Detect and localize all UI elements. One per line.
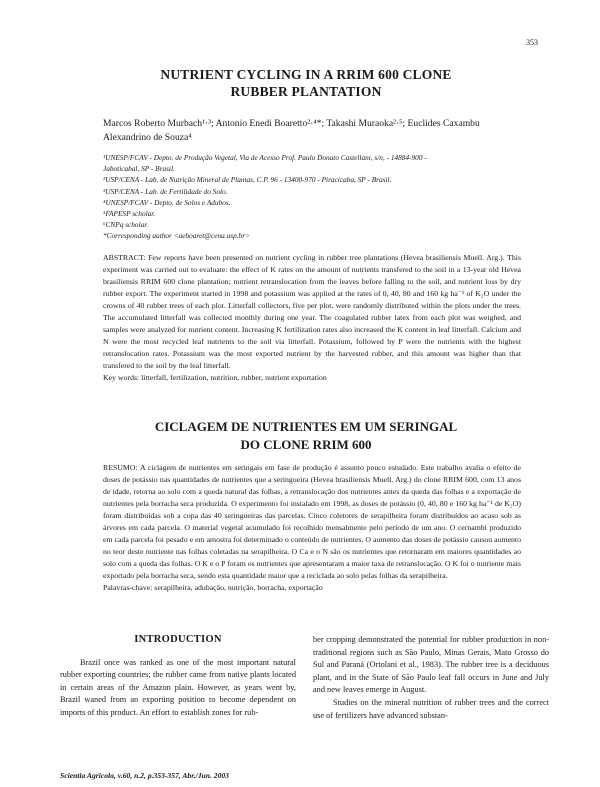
introduction-paragraph-continued: ber cropping demonstrated the potential for rubber production in non-traditional regions such as São Paulo, Minas Gerais, Mato Grosso do Sul and Paraná (Ortolani et al., 1983). The rubber tree is a deciduous plant, and in the State of São Paulo leaf fall occurs in June and July and new leaves emerge in August. bbox=[313, 635, 549, 695]
paper-title bbox=[60, 66, 552, 100]
title-line-1: NUTRIENT CYCLING IN A RRIM 600 CLONE bbox=[160, 67, 452, 82]
resumo-text: RESUMO: A ciclagem de nutrientes em seringais em fase de produção é assunto pouco estudado. Este trabalho avalia o efeito de doses de potássio nas quantidades de nutrientes que a seringueira (Hevea brasiliensis Muell. Arg.) do clone RRIM 600, com 13 anos de idade, retorna ao solo com a queda natural das folhas, a retranslocação dos nutrientes antes da queda das folhas e a exportação de nutrientes pela borracha seca produzida. O experimento foi instalado em 1998, as doses de potássio (0, 40, 80 e 160 kg ha⁻¹ de K₂O) foram distribuídas sob a copa das 40 seringueiras das parcelas. Cinco coletores de serapilheira foram distribuídos ao acaso sob as árvores em cada parcela. O material vegetal acumulado foi recolhido mensalmente pelo período de um ano. O cernambi produzido em cada parcela foi pesado e em amostra foi determinado o conteúdo de nutrientes. O aumento das doses de potássio causou aumento no teor deste nutriente nas folhas coletadas na serapilheira. O Ca e o N são os nutrientes que retornaram em maiores quantidades ao solo com a queda das folhas. O K e o P foram os nutrientes que apresentaram a maior taxa de retranslocação. O K foi o nutriente mais exportado pela borracha seca, sendo esta quantidade maior que a reciclada ao solo pelas folhas da serapilheira. bbox=[103, 463, 521, 580]
affiliation-line: ²USP/CENA - Lab. de Nutrição Mineral de Plantas, C.P. 96 - 13400-970 - Piracicaba, SP - Brasil. bbox=[103, 175, 392, 185]
affiliation-line: ⁵FAPESP scholar. bbox=[103, 209, 156, 219]
introduction-paragraph: Studies on the mineral nutrition of rubber trees and the correct use of fertilizers have advanced substan- bbox=[313, 697, 549, 720]
abstract-keywords: Key words: litterfall, fertilization, nutrition, rubber, nutrient exportation bbox=[103, 373, 327, 382]
portuguese-title-line-2: DO CLONE RRIM 600 bbox=[240, 437, 372, 452]
affiliation-line: Jaboticabal, SP - Brasil. bbox=[103, 164, 175, 174]
portuguese-title-line-1: CICLAGEM DE NUTRIENTES EM UM SERINGAL bbox=[154, 419, 458, 434]
affiliation-line: ⁶CNPq scholar. bbox=[103, 220, 149, 230]
corresponding-author: *Corresponding author <aeboaret@cena.usp.br> bbox=[103, 231, 250, 241]
portuguese-title bbox=[60, 418, 552, 454]
title-line-2: RUBBER PLANTATION bbox=[230, 84, 382, 99]
authors bbox=[103, 117, 523, 145]
introduction-paragraph: Brazil once was ranked as one of the most important natural rubber exporting countries; the rubber came from native plants located in certain areas of the Amazon plain. However, as years went by, Brazil waned from an exporting position to become dependent on imports of this product. An effort to establish zones for rub- bbox=[60, 657, 296, 717]
authors-line-1: Marcos Roberto Murbach¹·³; Antonio Enedi Boaretto²·⁴*; Takashi Muraoka²·⁵; Euclides Caxambu bbox=[103, 118, 480, 129]
introduction-left-column bbox=[60, 634, 296, 720]
page-number: 353 bbox=[526, 38, 538, 47]
resumo bbox=[103, 462, 521, 594]
introduction-heading: INTRODUCTION bbox=[134, 634, 222, 645]
abstract-text: ABSTRACT: Few reports have been presented on nutrient cycling in rubber tree plantations (Hevea brasiliensis Muell. Arg.). This experiment was carried out to evaluate: the effect of K rates on the amount of nutrients transfered to the soil in a 13-year old Hevea brasiliensis RRIM 600 clone plantation; nutrient retranslocation from the leaves before falling to the soil, and nutrient loss by dry rubber export. The experiment started in 1998 and potassium was applied at the rates of 0, 40, 80 and 160 kg ha⁻¹ of K₂O under the crowns of 40 rubber trees of each plot. Litterfall collectors, five per plot, were randomly distributed within the plots under the trees. The accumulated litterfall was collected monthly during one year. The coagulated rubber latex from each plot was weighed, and samples were analyzed for nutrient content. Increasing K fertilization rates also increased the K content in leaf litterfall. Calcium and N were the most recycled leaf nutrients to the soil via litterfall. Potassium, followed by P were the nutrients with the highest retranslocation rates. Potassium was the most exported nutrient by the harvested rubber, and this amount was higher than that transfered to the soil by the leaf litterfall. bbox=[103, 253, 521, 370]
journal-footer: Scientia Agricola, v.60, n.2, p.353-357, Abr./Jun. 2003 bbox=[60, 771, 229, 780]
affiliation-line: ³USP/CENA - Lab. de Fertilidade do Solo. bbox=[103, 186, 228, 196]
abstract bbox=[103, 252, 521, 384]
introduction-right-column bbox=[313, 634, 549, 722]
affiliation-line: ⁴UNESP/FCAV - Depto. de Solos e Adubos. bbox=[103, 197, 231, 207]
affiliations bbox=[103, 152, 523, 242]
resumo-keywords: Palavras-chave: serapilheira, adubação, nutrição, borracha, exportação bbox=[103, 583, 323, 592]
affiliation-line: ¹UNESP/FCAV - Depto. de Produção Vegetal, Via de Acesso Prof. Paulo Donato Castellani, s/n, - 14884-900 - bbox=[103, 153, 427, 162]
authors-line-2: Alexandrino de Souza⁴ bbox=[103, 132, 192, 143]
